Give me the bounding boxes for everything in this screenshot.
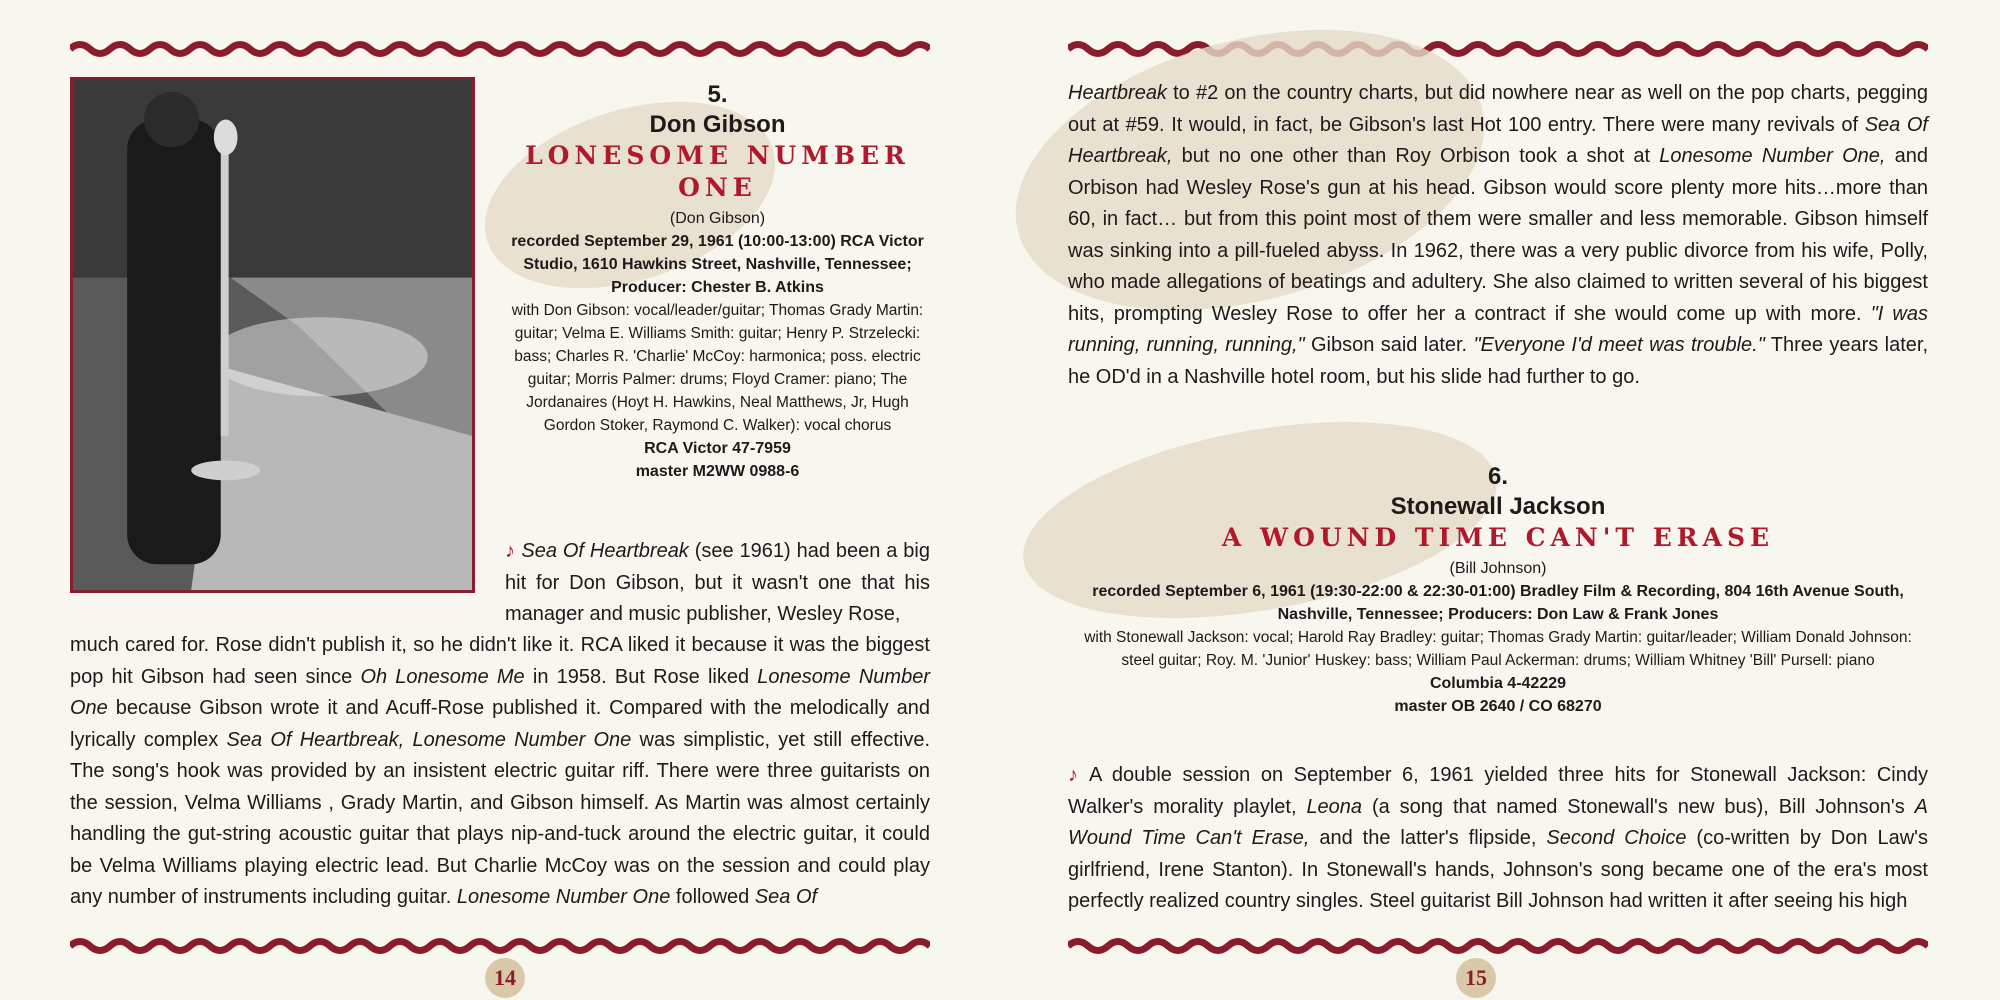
catalog-number: RCA Victor 47-7959 [644,440,791,457]
body-text: (co-written by Don Law's girlfriend, Irene Stanton). In Stonewall's hands, Johnson's song became one of the era's most perfectly realized country singles. Steel guitarist Bill Johnson had written it after seeing his high [1068,827,1928,912]
song-ref: Lonesome Number One [456,886,671,908]
body-text: Three years later, he OD'd in a Nashville hotel room, but his slide had further to go. [1068,334,1928,388]
body-text: but no one other than Roy Orbison took a shot at [1172,145,1660,167]
bottom-wave-border [1068,935,1928,957]
body-text-cont: much cared for. Rose didn't publish it, so he didn't like it. RCA liked it because it was the biggest pop hit Gibson had seen since [70,634,930,688]
artist-name: Don Gibson [649,111,786,138]
performer-photo [70,77,475,593]
track-header [505,80,930,483]
song-ref: Lonesome Number One [70,665,931,719]
quote: "Everyone I'd meet was trouble." [1473,334,1765,356]
catalog-number: Columbia 4-42229 [1429,675,1567,692]
body-text: because Gibson wrote it and Acuff-Rose published it. Compared with the melodically and lyrically complex [70,697,930,751]
song-ref: Sea Of Heartbreak, [1068,113,1928,167]
composer: (Bill Johnson) [1449,560,1547,577]
song-ref: Second Choice [1546,827,1687,849]
body-text: in 1958. But Rose liked [524,665,758,688]
body-text: and Orbison had Wesley Rose's gun at his head. Gibson would score plenty more hits…more than 60, in fact… but from this point most of them were smaller and less memorable. Gibson himself was sinking into a pill-fueled abyss. In 1962, there was a very public divorce from his wife, Polly, who made allegations of beatings and adultery. She also claimed to written several of his biggest hits, prompting Wesley Rose to offer her a contract if she would come up with more. [1068,145,1928,325]
composer: (Don Gibson) [669,210,766,227]
page-number: 14 [485,958,525,998]
body-text: followed [670,886,755,908]
song-ref: A Wound Time Can't Erase, [1068,795,1928,849]
master-number: master M2WW 0988-6 [635,463,800,480]
right-page [1000,0,2000,1000]
track-number: 6. [1487,463,1508,490]
body-text-start: (see 1961) had been a big hit for Don Gibson, but it wasn't one that his manager and music publisher, Wesley Rose, [505,540,930,625]
music-note-icon: ♪ [505,540,516,562]
song-ref: Lonesome Number One, [1659,145,1886,167]
body-text-continued [1068,78,1928,393]
song-ref: Sea Of Heartbreak, Lonesome Number One [226,728,632,751]
recording-info: recorded September 6, 1961 (19:30-22:00 & 22:30-01:00) Bradley Film & Recording, 804 16th Avenue South, Nashville, Tennessee; Producers: Don Law & Frank Jones [1092,583,1904,623]
page-number: 15 [1456,958,1496,998]
personnel: with Don Gibson: vocal/leader/guitar; Thomas Grady Martin: guitar; Velma E. Williams Smith: guitar; Henry P. Strzelecki: bass; Charles R. 'Charlie' McCoy: harmonica; poss. electric guitar; Morris Palmer: drums; Floyd Cramer: piano; The Jordanaires (Hoyt H. Hawkins, Neal Matthews, Jr, Hugh Gordon Stoker, Raymond C. Walker): vocal chorus [511,302,924,434]
body-text: (a song that named Stonewall's new bus), Bill Johnson's [1362,795,1915,818]
body-text-top [505,536,930,631]
song-ref: Oh Lonesome Me [360,665,525,688]
quote: "I was running, running, running," [1068,302,1928,356]
track-header [1068,462,1928,718]
body-text: and the latter's flipside, [1309,827,1547,849]
bottom-wave-border [70,935,930,957]
song-ref: Sea Of Heartbreak [521,540,689,562]
song-ref: Heartbreak [1068,82,1167,104]
song-title: A WOUND TIME CAN'T ERASE [1221,523,1775,552]
song-ref: Leona [1306,795,1363,818]
artist-name: Stonewall Jackson [1390,493,1606,520]
track-number: 5. [707,81,728,108]
body-text: Gibson said later. [1304,334,1474,356]
personnel: with Stonewall Jackson: vocal; Harold Ray Bradley: guitar; Thomas Grady Martin: guitar/leader; William Donald Johnson: steel guitar; Roy. M. 'Junior' Huskey: bass; William Paul Ackerman: drums; William Whitney 'Bill' Pursell: piano [1084,629,1912,669]
top-wave-border [70,38,930,60]
music-note-icon: ♪ [1068,764,1084,786]
body-text: was simplistic, yet still effective. The song's hook was provided by an insistent electric guitar riff. There were three guitarists on the session, Velma Williams , Grady Martin, and Gibson himself. As Martin was almost certainly handling the gut-string acoustic guitar that plays nip-and-tuck around the electric guitar, it could be Velma Williams playing electric lead. But Charlie McCoy was on the session and could play any number of instruments including guitar. [70,728,931,908]
body-text: to #2 on the country charts, but did nowhere near as well on the pop charts, pegging out at #59. It would, in fact, be Gibson's last Hot 100 entry. There were many revivals of [1068,82,1928,136]
body-text-bottom [1068,760,1928,918]
master-number: master OB 2640 / CO 68270 [1394,698,1602,715]
body-text-main [70,630,930,914]
song-ref: Sea Of [754,886,818,908]
song-title: LONESOME NUMBER ONE [525,141,910,202]
body-text: A double session on September 6, 1961 yielded three hits for Stonewall Jackson: Cindy Walker's morality playlet, [1068,764,1928,818]
recording-info: recorded September 29, 1961 (10:00-13:00) RCA Victor Studio, 1610 Hawkins Street, Nashville, Tennessee; Producer: Chester B. Atkins [511,233,924,296]
